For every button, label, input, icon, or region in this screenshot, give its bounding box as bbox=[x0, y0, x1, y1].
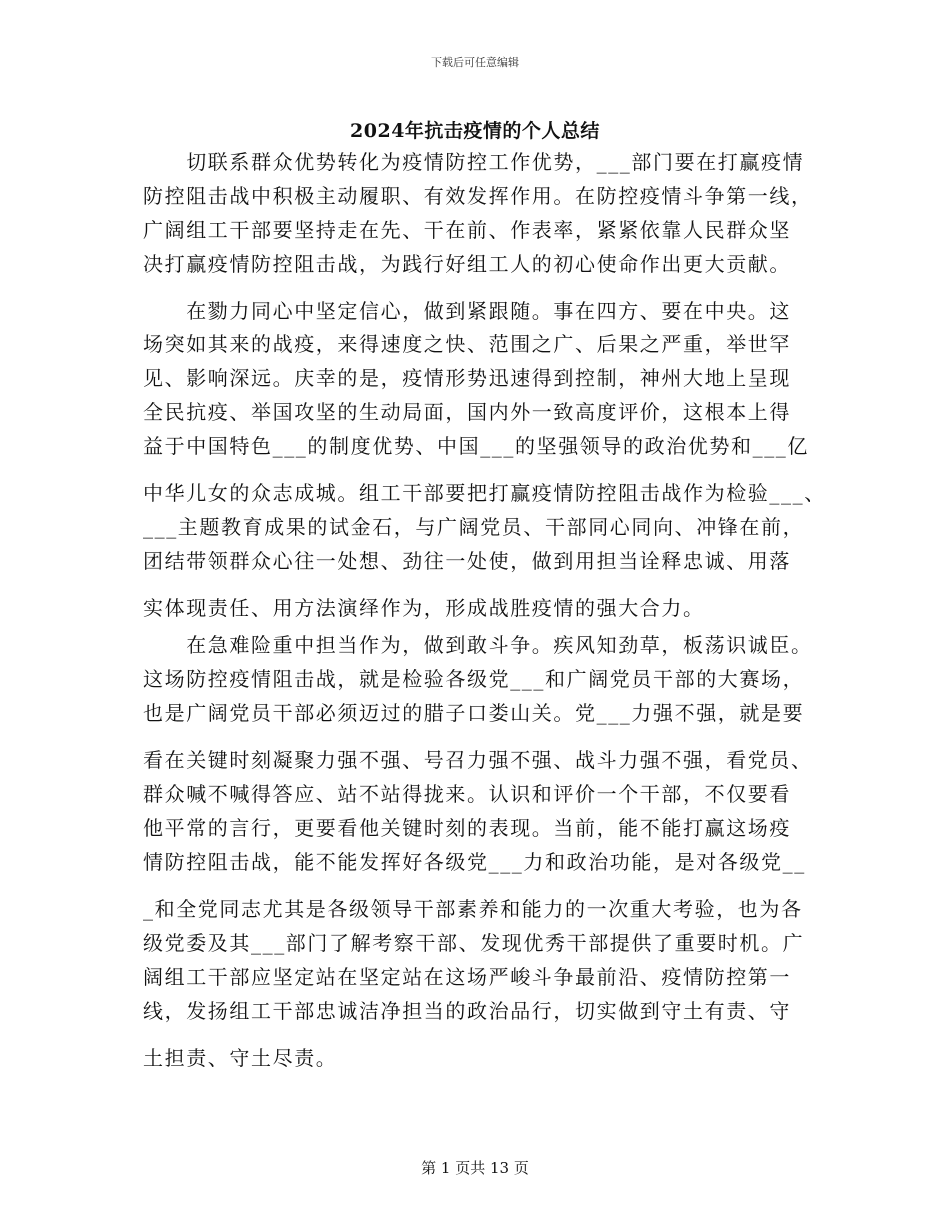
download-note: 下载后可任意编辑 bbox=[431, 56, 519, 69]
body-line: ___主题教育成果的试金石，与广阔党员、干部同心同向、冲锋在前， bbox=[143, 515, 805, 539]
body-line: _和全党同志尤其是各级领导干部素养和能力的一次重大考验，也为各 bbox=[143, 897, 803, 921]
body-line: 中华儿女的众志成城。组工干部要把打赢疫情防控阻击战作为检验___、 bbox=[143, 481, 826, 505]
body-line: 广阔组工干部要坚持走在先、干在前、作表率，紧紧依靠人民群众坚 bbox=[143, 218, 791, 242]
body-line: 防控阻击战中积极主动履职、有效发挥作用。在防控疫情斗争第一线， bbox=[143, 184, 813, 208]
body-line: 在勠力同心中坚定信心，做到紧跟随。事在四方、要在中央。这 bbox=[143, 299, 791, 323]
body-line: 也是广阔党员干部必须迈过的腊子口娄山关。党___力强不强，就是要 bbox=[143, 701, 805, 725]
body-line: 群众喊不喊得答应、站不站得拢来。认识和评价一个干部，不仅要看 bbox=[143, 782, 791, 806]
body-line: 决打赢疫情防控阻击战，为践行好组工人的初心使命作出更大贡献。 bbox=[143, 252, 791, 276]
document-title: 2024年抗击疫情的个人总结 bbox=[350, 120, 600, 142]
body-line: 切联系群众优势转化为疫情防控工作优势，___部门要在打赢疫情 bbox=[143, 150, 805, 174]
body-line: 益于中国特色___的制度优势、中国___的坚强领导的政治优势和___亿 bbox=[143, 434, 809, 458]
body-line: 阔组工干部应坚定站在坚定站在这场严峻斗争最前沿、疫情防控第一 bbox=[143, 965, 791, 989]
body-line: 全民抗疫、举国攻坚的生动局面，国内外一致高度评价，这根本上得 bbox=[143, 400, 791, 424]
body-line: 团结带领群众心往一处想、劲往一处使，做到用担当诠释忠诚、用落 bbox=[143, 549, 791, 573]
body-line: 场突如其来的战疫，来得速度之快、范围之广、后果之严重，举世罕 bbox=[143, 332, 791, 356]
body-line: 在急难险重中担当作为，做到敢斗争。疾风知劲草，板荡识诚臣。 bbox=[143, 633, 813, 657]
body-line: 土担责、守土尽责。 bbox=[143, 1046, 338, 1070]
body-line: 线，发扬组工干部忠诚洁净担当的政治品行，切实做到守土有责、守 bbox=[143, 999, 791, 1023]
body-line: 见、影响深远。庆幸的是，疫情形势迅速得到控制，神州大地上呈现 bbox=[143, 366, 791, 390]
body-line: 看在关键时刻凝聚力强不强、号召力强不强、战斗力强不强，看党员、 bbox=[143, 748, 813, 772]
body-line: 这场防控疫情阻击战，就是检验各级党___和广阔党员干部的大赛场， bbox=[143, 667, 805, 691]
body-line: 级党委及其___部门了解考察干部、发现优秀干部提供了重要时机。广 bbox=[143, 931, 805, 955]
body-line: 实体现责任、用方法演绎作为，形成战胜疫情的强大合力。 bbox=[143, 596, 705, 620]
body-line: 情防控阻击战，能不能发挥好各级党___力和政治功能，是对各级党__ bbox=[143, 850, 806, 874]
body-line: 他平常的言行，更要看他关键时刻的表现。当前，能不能打赢这场疫 bbox=[143, 816, 791, 840]
page-number: 第 1 页共 13 页 bbox=[421, 1159, 529, 1177]
